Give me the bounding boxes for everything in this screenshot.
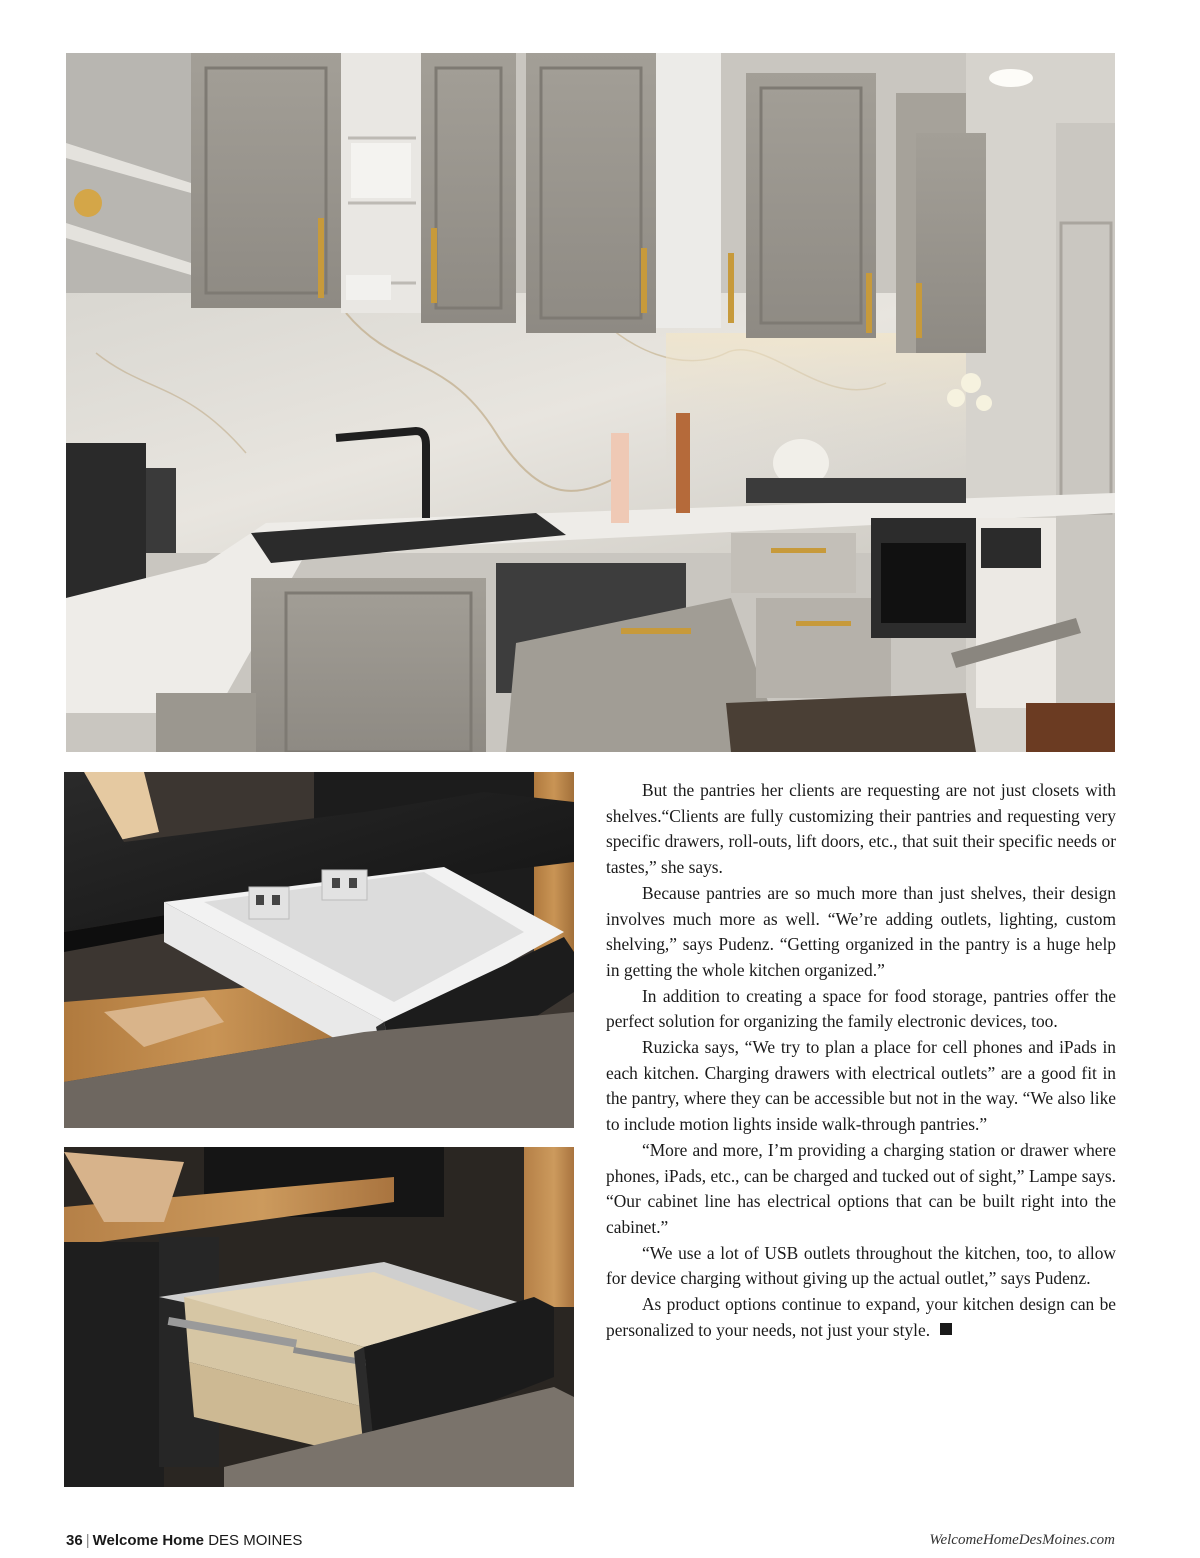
kitchen-photo — [66, 53, 1115, 752]
page-footer — [66, 1532, 1115, 1554]
paragraph: “We use a lot of USB outlets throughout the kitchen, too, to allow for device charging without giving up the actual outlet,” says Pudenz. — [606, 1242, 1116, 1289]
paragraph-final — [606, 1292, 1116, 1343]
basket-drawer-photo — [64, 1147, 574, 1487]
magazine-brand: Welcome Home — [92, 1532, 205, 1549]
paragraph: “More and more, I’m providing a charging station or drawer where phones, iPads, etc., can be charged and tucked out of sight,” Lampe says. “Our cabinet line has electrical options that can be built right into the cabinet.” — [606, 1139, 1116, 1237]
paragraph: But the pantries her clients are requesting are not just closets with shelves.“Clients are fully customizing their pantries and requesting very specific drawers, roll-outs, lift doors, etc., that suit their specific needs or tastes,” she says. — [606, 780, 1116, 878]
paragraph-text: As product options continue to expand, your kitchen design can be personalized to your needs, not just your style. — [606, 1294, 1116, 1340]
article-body — [606, 778, 1116, 1343]
end-mark-icon — [940, 1323, 952, 1335]
website-url: WelcomeHomeDesMoines.com — [929, 1532, 1115, 1548]
paragraph: Ruzicka says, “We try to plan a place for cell phones and iPads in each kitchen. Charging drawers with electrical outlets” are a good fit in the pantry, where they can be accessible but not in the way. “We also like to include motion lights inside walk-through pantries.” — [606, 1037, 1116, 1135]
folio-separator: | — [85, 1532, 90, 1549]
magazine-city: DES MOINES — [208, 1532, 303, 1549]
paragraph: In addition to creating a space for food storage, pantries offer the perfect solution for organizing the family electronic devices, too. — [606, 985, 1116, 1032]
page-number: 36 — [66, 1532, 83, 1549]
outlet-drawer-photo — [64, 772, 574, 1128]
folio — [66, 1532, 302, 1549]
paragraph: Because pantries are so much more than just shelves, their design involves much more as well. “We’re adding outlets, lighting, custom shelving,” says Pudenz. “Getting organized in the pantry is a huge help in getting the whole kitchen organized.” — [606, 882, 1116, 980]
